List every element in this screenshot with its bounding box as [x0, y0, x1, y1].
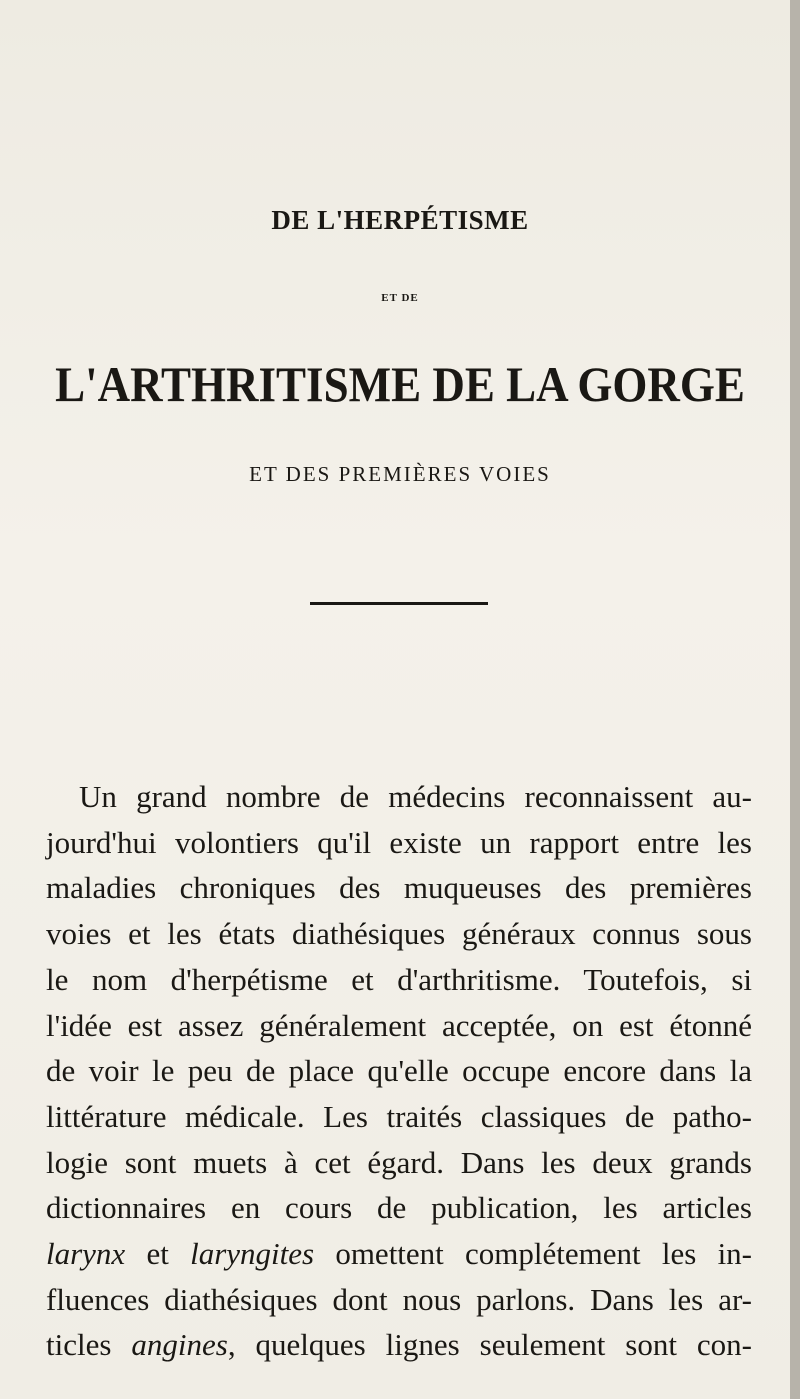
text-segment: , quelques lignes seulement sont con-	[227, 1327, 752, 1363]
section-divider	[310, 602, 488, 605]
heading-line-4: ET DES PREMIÈRES VOIES	[249, 462, 551, 486]
text-line: le nom d'herpétisme et d'arthritisme. Toutefois, si	[46, 961, 752, 997]
heading-line-1: DE L'HERPÉTISME	[271, 205, 529, 235]
text-line	[46, 1231, 752, 1277]
text-line: l'idée est assez généralement acceptée, on est étonné	[46, 1007, 752, 1043]
text-line: jourd'hui volontiers qu'il existe un rapport entre les	[46, 824, 752, 860]
heading-line-2: ET DE	[381, 292, 419, 304]
text-line: Un grand nombre de médecins reconnaissent au-	[79, 779, 752, 814]
text-segment: ticles	[46, 1327, 132, 1363]
text-line	[46, 1322, 752, 1368]
heading-line-3: L'ARTHRITISME DE LA GORGE	[55, 356, 745, 412]
text-segment: et	[125, 1236, 191, 1272]
text-line: fluences diathésiques dont nous parlons. Dans les ar-	[46, 1281, 752, 1317]
text-line: voies et les états diathésiques généraux connus sous	[46, 916, 752, 952]
text-segment: omettent complétement les in-	[314, 1236, 753, 1272]
italic-term: angines	[131, 1327, 228, 1363]
text-line: dictionnaires en cours de publication, les articles	[46, 1190, 752, 1226]
italic-term: laryngites	[190, 1236, 315, 1272]
italic-term: larynx	[46, 1236, 126, 1272]
text-line: logie sont muets à cet égard. Dans les deux grands	[46, 1144, 752, 1180]
body-paragraph	[46, 774, 752, 1368]
text-line: littérature médicale. Les traités classiques de patho-	[46, 1098, 752, 1134]
text-line: de voir le peu de place qu'elle occupe encore dans la	[46, 1053, 752, 1089]
text-line: maladies chroniques des muqueuses des premières	[46, 870, 752, 906]
